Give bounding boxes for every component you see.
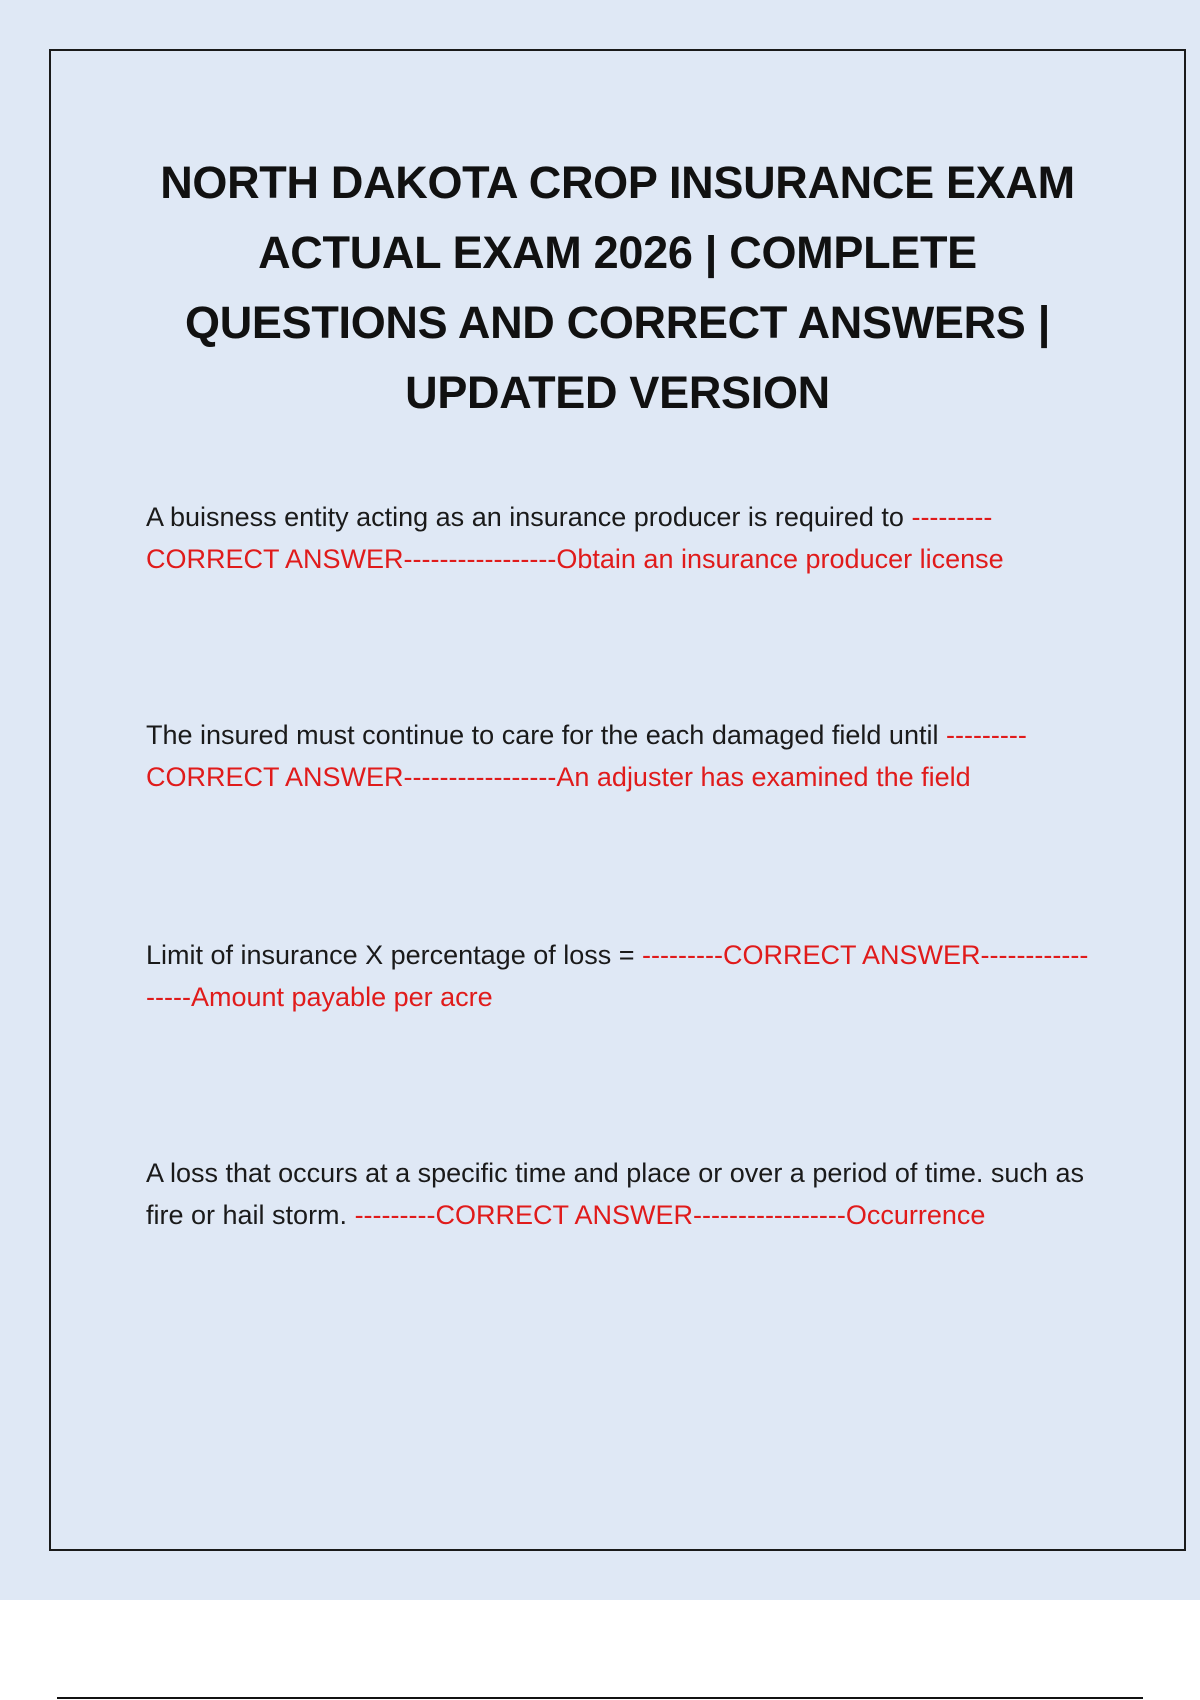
qa-item-4	[146, 1152, 1096, 1236]
answer-text: ---------CORRECT ANSWER-----------------Occurrence	[354, 1200, 986, 1230]
answer-text: ---------CORRECT ANSWER-----------------Amount payable per acre	[146, 940, 1089, 1012]
title-line-3: QUESTIONS AND CORRECT ANSWERS |	[185, 297, 1050, 348]
question-text: The insured must continue to care for the each damaged field until	[146, 720, 946, 750]
title-line-1: NORTH DAKOTA CROP INSURANCE EXAM	[160, 157, 1075, 208]
qa-item-1	[146, 496, 1096, 580]
question-text: A buisness entity acting as an insurance producer is required to	[146, 502, 912, 532]
title-line-2: ACTUAL EXAM 2026 | COMPLETE	[258, 227, 977, 278]
qa-item-3	[146, 934, 1096, 1018]
footer-rule	[57, 1697, 1143, 1699]
answer-text: ---------CORRECT ANSWER-----------------An adjuster has examined the field	[146, 720, 1027, 792]
document-title	[130, 148, 1105, 428]
question-text: A loss that occurs at a specific time and place or over a period of time. such as fire or hail storm.	[146, 1158, 1084, 1230]
question-text: Limit of insurance X percentage of loss =	[146, 940, 643, 970]
title-line-4: UPDATED VERSION	[405, 367, 830, 418]
answer-text: ---------CORRECT ANSWER-----------------Obtain an insurance producer license	[146, 502, 1004, 574]
qa-item-2	[146, 714, 1096, 798]
